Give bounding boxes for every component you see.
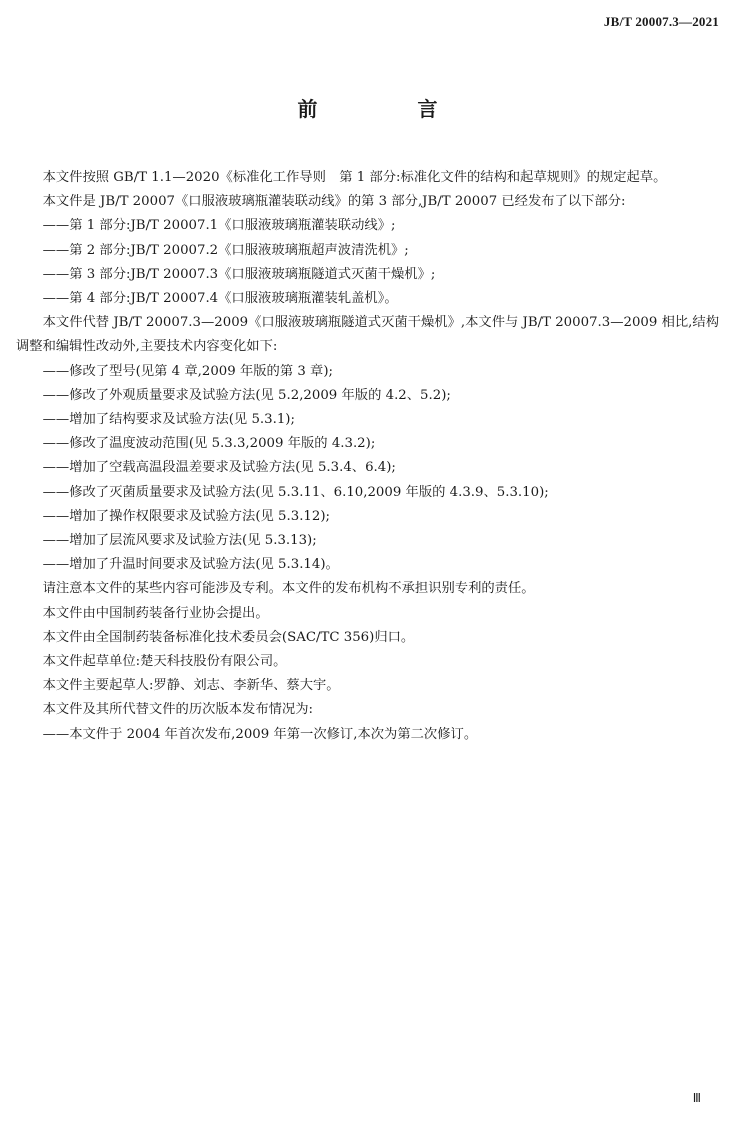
- list-item: ——增加了结构要求及试验方法(见 5.3.1);: [42, 412, 295, 428]
- list-item: ——第 3 部分:JB/T 20007.3《口服液玻璃瓶隧道式灭菌干燥机》;: [42, 266, 436, 282]
- list-item: ——增加了操作权限要求及试验方法(见 5.3.12);: [42, 508, 331, 524]
- list-item: ——增加了空载高温段温差要求及试验方法(见 5.3.4、6.4);: [42, 460, 396, 476]
- list-item: ——修改了外观质量要求及试验方法(见 5.2,2009 年版的 4.2、5.2);: [42, 387, 451, 403]
- paragraph: 本文件由全国制药装备标准化技术委员会(SAC/TC 356)归口。: [42, 629, 415, 645]
- paragraph: 本文件按照 GB/T 1.1—2020《标准化工作导则 第 1 部分:标准化文件的结构和起草规则》的规定起草。: [42, 170, 667, 185]
- foreword-body: [16, 166, 719, 747]
- list-item: ——第 2 部分:JB/T 20007.2《口服液玻璃瓶超声波清洗机》;: [42, 242, 409, 258]
- document-code: JB/T 20007.3—2021: [603, 14, 719, 29]
- paragraph: 本文件代替 JB/T 20007.3—2009《口服液玻璃瓶隧道式灭菌干燥机》,本文件与 JB/T 20007.3—2009 相比,结构调整和编辑性改动外,主要技术内容变化如下:: [16, 315, 719, 355]
- paragraph: 请注意本文件的某些内容可能涉及专利。本文件的发布机构不承担识别专利的责任。: [42, 581, 535, 597]
- paragraph: 本文件主要起草人:罗静、刘志、李新华、蔡大宇。: [42, 678, 340, 694]
- list-item: ——第 4 部分:JB/T 20007.4《口服液玻璃瓶灌装轧盖机》。: [42, 291, 398, 307]
- list-item: ——增加了层流风要求及试验方法(见 5.3.13);: [42, 533, 317, 549]
- paragraph: 本文件起草单位:楚天科技股份有限公司。: [42, 654, 287, 670]
- list-item: ——修改了型号(见第 4 章,2009 年版的第 3 章);: [42, 363, 334, 379]
- page-number: Ⅲ: [692, 1091, 701, 1105]
- paragraph: 本文件及其所代替文件的历次版本发布情况为:: [42, 702, 314, 718]
- page-title: 前 言: [297, 97, 478, 121]
- paragraph: 本文件由中国制药装备行业协会提出。: [42, 605, 269, 621]
- list-item: ——第 1 部分:JB/T 20007.1《口服液玻璃瓶灌装联动线》;: [42, 218, 396, 234]
- list-item: ——增加了升温时间要求及试验方法(见 5.3.14)。: [42, 557, 339, 573]
- list-item: ——本文件于 2004 年首次发布,2009 年第一次修订,本次为第二次修订。: [42, 726, 478, 742]
- list-item: ——修改了灭菌质量要求及试验方法(见 5.3.11、6.10,2009 年版的 4.3.9、5.3.10);: [42, 484, 549, 500]
- list-item: ——修改了温度波动范围(见 5.3.3,2009 年版的 4.3.2);: [42, 436, 376, 452]
- paragraph: 本文件是 JB/T 20007《口服液玻璃瓶灌装联动线》的第 3 部分,JB/T 20007 已经发布了以下部分:: [42, 194, 626, 210]
